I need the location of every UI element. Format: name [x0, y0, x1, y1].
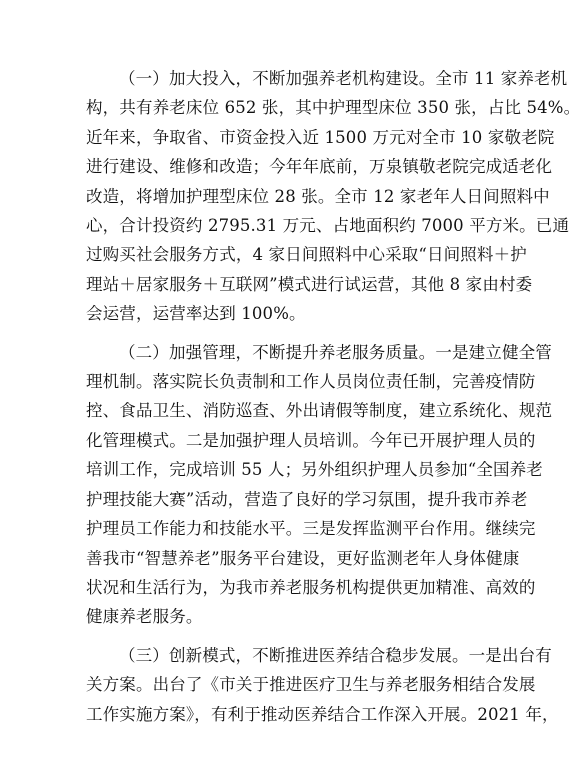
text-line: 理站＋居家服务＋互联网”模式进行试运营，其他 8 家由村委	[86, 274, 533, 294]
text-line: 进行建设、维修和改造；今年年底前，万泉镇敬老院完成适老化	[86, 157, 553, 177]
text-line: 心，合计投资约 2795.31 万元、占地面积约 7000 平方米。已通	[86, 216, 570, 236]
text-line: 化管理模式。二是加强护理人员培训。今年已开展护理人员的	[86, 430, 536, 450]
text-line: 构，共有养老床位 652 张，其中护理型床位 350 张，占比 54%。	[86, 98, 581, 118]
text-line: （二）加强管理，不断提升养老服务质量。一是建立健全管	[119, 342, 552, 362]
text-line: 关方案。出台了《市关于推进医疗卫生与养老服务相结合发展	[86, 675, 536, 695]
text-line: 过购买社会服务方式，4 家日间照料中心采取“日间照料＋护	[86, 245, 527, 265]
text-line: （一）加大投入，不断加强养老机构建设。全市 11 家养老机	[119, 69, 568, 88]
paragraph-2	[86, 338, 553, 632]
text-line: 健康养老服务。	[86, 607, 203, 627]
text-line: 护理技能大赛”活动，营造了良好的学习氛围，提升我市养老	[86, 489, 528, 509]
text-line: （三）创新模式，不断推进医养结合稳步发展。一是出台有	[119, 645, 552, 665]
text-line: 状况和生活行为，为我市养老服务机构提供更加精准、高效的	[86, 577, 536, 597]
text-line: 善我市“智慧养老”服务平台建设，更好监测老年人身体健康	[86, 548, 520, 568]
text-line: 护理员工作能力和技能水平。三是发挥监测平台作用。继续完	[86, 519, 536, 539]
text-line: 会运营，运营率达到 100%。	[86, 304, 306, 324]
text-line: 改造，将增加护理型床位 28 张。全市 12 家老年人日间照料中	[86, 186, 550, 206]
paragraph-3	[86, 641, 559, 729]
document-body	[86, 64, 581, 738]
text-line: 控、食品卫生、消防巡查、外出请假等制度，建立系统化、规范	[86, 401, 553, 421]
text-line: 培训工作，完成培训 55 人；另外组织护理人员参加“全国养老	[86, 460, 543, 480]
paragraph-1	[86, 64, 581, 329]
text-line: 理机制。落实院长负责制和工作人员岗位责任制，完善疫情防	[86, 372, 536, 392]
text-line: 近年来，争取省、市资金投入近 1500 万元对全市 10 家敬老院	[86, 127, 555, 147]
text-line: 工作实施方案》，有利于推动医养结合工作深入开展。2021 年，	[86, 704, 559, 724]
